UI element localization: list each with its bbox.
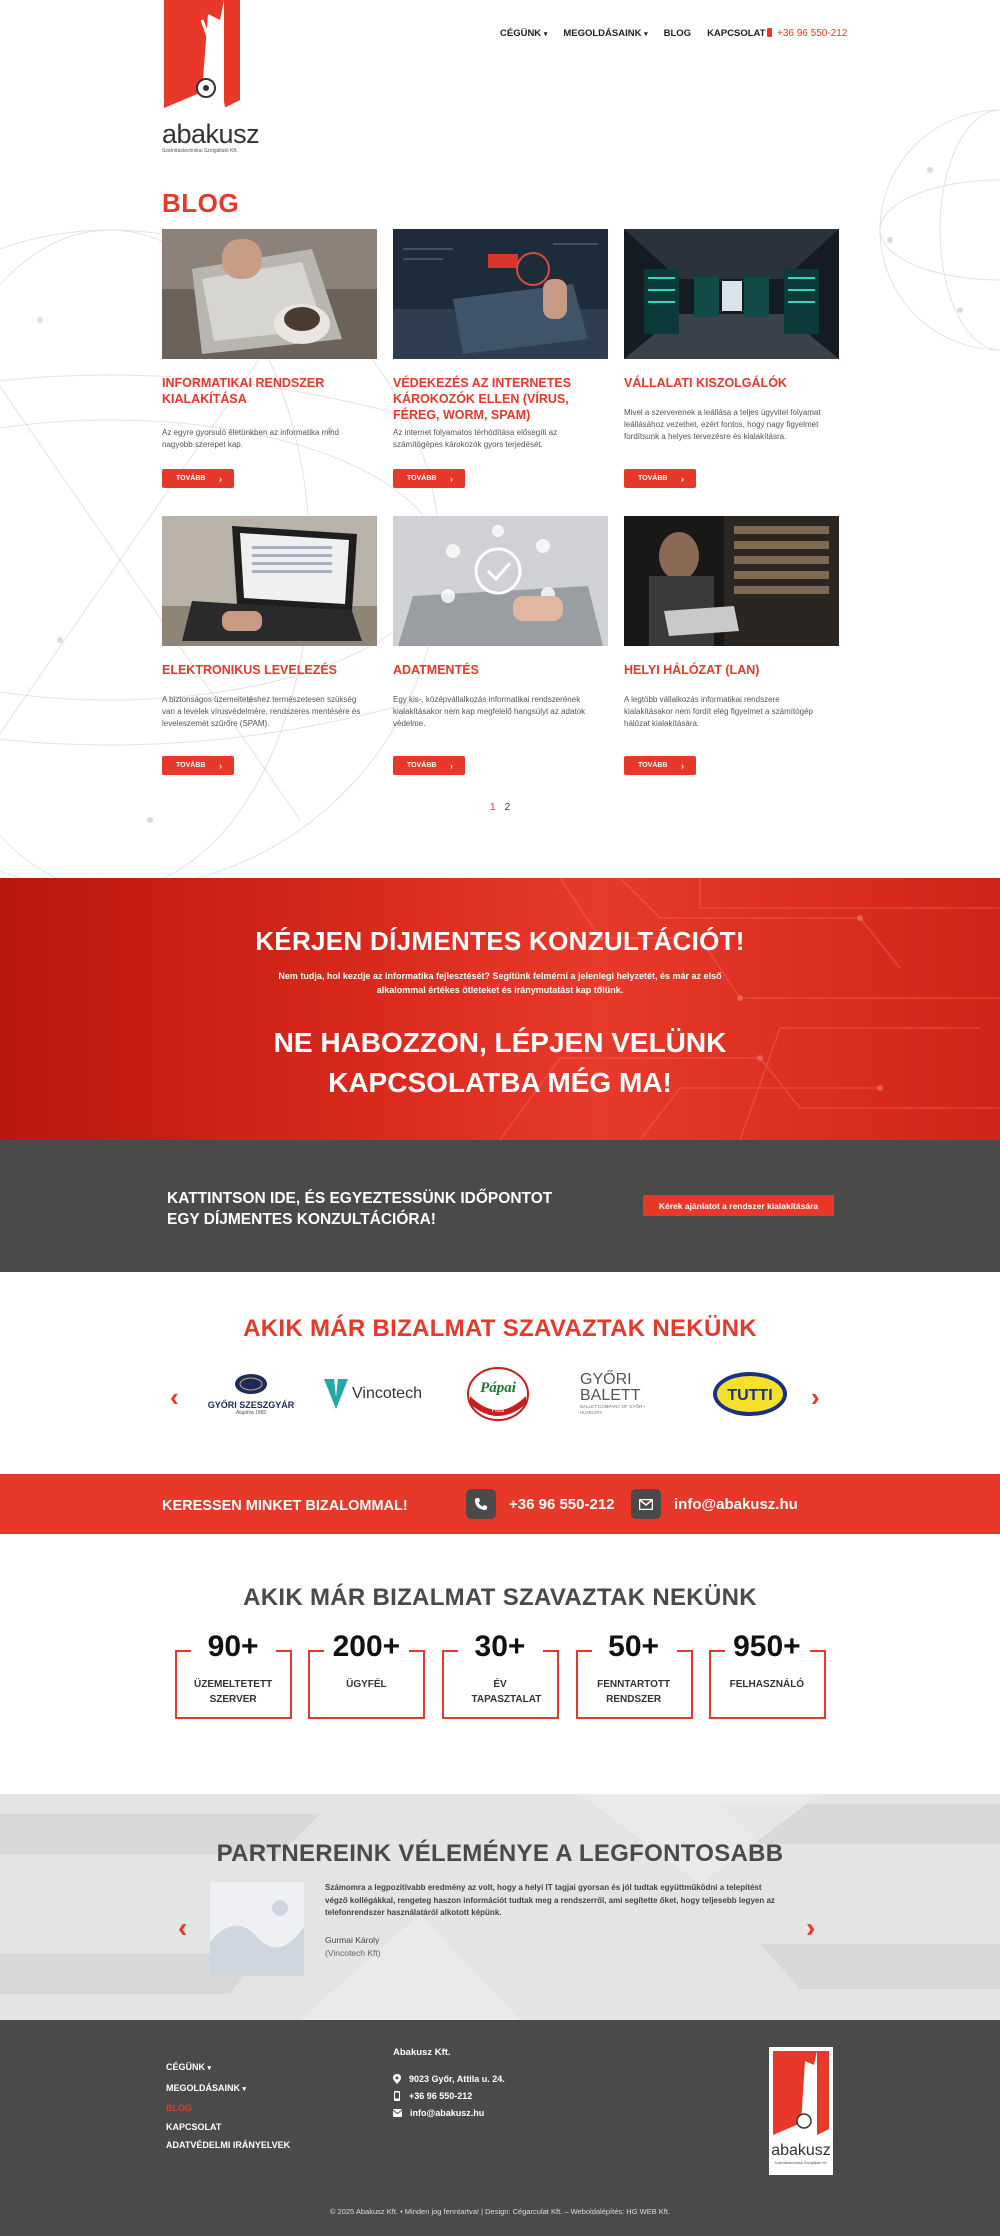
footer-logo[interactable] (769, 2047, 833, 2175)
stat-item (175, 1630, 291, 1719)
header-phone-link[interactable]: +36 96 550-212 (767, 28, 847, 39)
chevron-right-icon: › (219, 760, 222, 771)
blog-card-excerpt: Mivel a szerverenek a leállása a teljes ügyvitel folyamat leállásához vezethet, ezért fontos, hogy nagy figyelmet fordítsunk a helyes tervezésre és kialakításra. (624, 408, 821, 441)
phone-icon (466, 1489, 496, 1519)
stat-item (576, 1630, 692, 1719)
blog-card-title[interactable]: VÉDEKEZÉS AZ INTERNETES KÁROKOZÓK ELLEN (VÍRUS, FÉREG, WORM, SPAM) (393, 376, 572, 422)
blog-card-title[interactable]: INFORMATIKAI RENDSZER KIALAKÍTÁSA (162, 376, 325, 406)
blog-card-title[interactable]: ADATMENTÉS (393, 663, 479, 677)
stat-item (442, 1630, 559, 1719)
blog-card-excerpt: Az internet folyamatos térhódítása elősegíti az számítógépes károkozók gyors terjedését. (393, 428, 558, 449)
nav-item-kapcsolat[interactable]: KAPCSOLAT (707, 28, 766, 39)
pagination (490, 802, 510, 813)
nav-item-cegunk[interactable]: CÉGÜNK ▾ (500, 28, 548, 39)
blog-card-excerpt: A legtöbb vállalkozás informatikai rendszere kialakításakor nem fordít elég figyelmet a számítógép hálózat kialakítására. (624, 695, 813, 728)
chevron-down-icon: ▾ (207, 2065, 212, 2072)
network-rack-photo[interactable] (624, 516, 839, 646)
abakusz-logo[interactable] (162, 0, 260, 154)
testimonials-title: PARTNEREINK VÉLEMÉNYE A LEGFONTOSABB (216, 1840, 784, 1867)
read-more-button[interactable]: TOVÁBB › (162, 756, 234, 775)
logo-wordmark: abakusz (162, 119, 260, 149)
footer-nav-blog[interactable]: BLOG (166, 2103, 192, 2113)
client-logo-papai-hus (465, 1364, 531, 1424)
testimonial-company: (Vincotech Kft) (325, 1948, 381, 1958)
blog-card-title[interactable]: VÁLLALATI KISZOLGÁLÓK (624, 376, 787, 390)
read-more-button[interactable]: TOVÁBB › (624, 756, 696, 775)
stat-label: ÜGYFÉL (346, 1679, 387, 1690)
mobile-phone-icon (393, 2091, 401, 2101)
contact-lead-text: KERESSEN MINKET BIZALOMMAL! (162, 1498, 408, 1514)
data-backup-photo[interactable] (393, 516, 608, 646)
chevron-down-icon: ▾ (543, 31, 548, 38)
read-more-button[interactable]: TOVÁBB › (393, 756, 465, 775)
stat-item (308, 1630, 424, 1719)
chevron-right-icon: › (219, 473, 222, 484)
svg-text:Pápai: Pápai (480, 1380, 516, 1396)
blog-card (393, 516, 608, 803)
stat-value: 30+ (474, 1630, 526, 1663)
blog-card-excerpt: Egy kis-, középvállalkozás informatikai rendszerének kialakításakor nem kap megfelelő hangsúlyt az adatok védelme. (393, 695, 586, 728)
nav-item-megoldasaink[interactable]: MEGOLDÁSAINK ▾ (563, 28, 648, 39)
footer-email[interactable]: info@abakusz.hu (393, 2108, 484, 2118)
testimonial-author: Gurmai Károly (325, 1935, 380, 1945)
blog-card (162, 229, 377, 516)
blog-card-title[interactable]: ELEKTRONIKUS LEVELEZÉS (162, 663, 338, 677)
clients-title: AKIK MÁR BIZALMAT SZAVAZTAK NEKÜNK (243, 1315, 757, 1342)
copyright-text: © 2025 Abakusz Kft. • Minden jog fenntartva! | Design: Cégarculat Kft. – Weboldalépítés: HG WEB Kft. (329, 2207, 671, 2216)
contact-us-heading: NE HABOZZON, LÉPJEN VELÜNK KAPCSOLATBA MÉG MA! (273, 1027, 727, 1098)
chevron-down-icon: ▾ (242, 2085, 247, 2093)
contact-bar (0, 1474, 1000, 1534)
chevron-right-icon: › (450, 760, 453, 771)
footer-address: 9023 Győr, Attila u. 24. (393, 2074, 505, 2084)
stat-value: 90+ (207, 1630, 259, 1663)
carousel-prev-icon[interactable]: ‹ (170, 1382, 179, 1412)
footer-nav (166, 2058, 290, 2155)
map-pin-icon (393, 2074, 401, 2084)
stat-value: 950+ (733, 1630, 801, 1663)
stat-label: ÜZEMELTETETT SZERVER (194, 1679, 273, 1705)
client-logo-vincotech: Vincotech (313, 1364, 433, 1424)
spam-shield-photo[interactable] (393, 229, 608, 359)
testimonial-prev-icon[interactable]: ‹ (178, 1912, 188, 1943)
stats-title: AKIK MÁR BIZALMAT SZAVAZTAK NEKÜNK (243, 1584, 757, 1611)
svg-text:Számítástechnikai Szolgáltató: Számítástechnikai Szolgáltató Kft. (774, 2161, 828, 2165)
footer-nav-megoldasaink[interactable]: MEGOLDÁSAINK ▾ (166, 2082, 247, 2093)
blog-card (624, 516, 839, 803)
site-header (0, 0, 1000, 180)
footer-phone[interactable]: +36 96 550-212 (393, 2091, 472, 2101)
page-link[interactable]: 2 (504, 802, 511, 813)
stat-label: FENNTARTOTT RENDSZER (597, 1679, 671, 1705)
read-more-button[interactable]: TOVÁBB › (162, 469, 234, 488)
footer-nav-privacy[interactable]: ADATVÉDELMI IRÁNYELVEK (166, 2140, 291, 2150)
chevron-right-icon: › (681, 473, 684, 484)
main-nav (500, 28, 765, 39)
blog-card (624, 229, 839, 516)
testimonial-quote: Számomra a legpozitívabb eredmény az volt, hogy a helyi IT tagjai gyorsan és jól tudtak együttműködni a telepítést végző kollégákkal, rengeteg haszon információt tudtak meg a rendszerről, ami segítette őket, hogy teljesebb legyen az telefonrendszer használatáról alkotott képünk. (325, 1883, 775, 1917)
request-offer-button[interactable]: Kérek ajánlatot a rendszer kialakítására (643, 1195, 834, 1216)
nav-item-blog[interactable]: BLOG (663, 28, 692, 39)
consultation-text: Nem tudja, hol kezdje az informatika fejlesztését? Segítünk felmérni a jelenlegi helyzetét, és már az első alkalommal értékes ötleteket és iránymutatást kap tőlünk. (278, 971, 722, 995)
stats-row (175, 1630, 825, 1719)
contact-email-link[interactable]: info@abakusz.hu (631, 1489, 798, 1519)
laptop-email-photo[interactable] (162, 516, 377, 646)
server-room-photo[interactable] (624, 229, 839, 359)
appointment-banner (0, 1140, 1000, 1272)
testimonials-section (0, 1794, 1000, 2020)
blog-card (393, 229, 608, 516)
blog-card-grid (162, 229, 839, 803)
page-link-current[interactable]: 1 (490, 802, 496, 813)
svg-text:Hús: Hús (491, 1407, 505, 1414)
chevron-right-icon: › (450, 473, 453, 484)
phone-icon (767, 28, 772, 37)
svg-text:TUTTI: TUTTI (727, 1387, 773, 1404)
chevron-right-icon: › (681, 760, 684, 771)
stat-label: FELHASZNÁLÓ (729, 1679, 805, 1690)
logo-tagline: Számítástechnikai Szolgáltató Kft. (162, 148, 238, 154)
client-logo-gyori-szeszgyar: GYŐRI SZESZGYÁR Alapítva 1882 (196, 1364, 306, 1424)
site-footer (0, 2020, 1000, 2236)
envelope-icon (631, 1489, 661, 1519)
blog-card (162, 516, 377, 803)
footer-company-name: Abakusz Kft. (393, 2047, 451, 2058)
client-logo-gyori-balett: GYŐRI BALETT BALLET COMPANY OF GYŐR • HUNGARY (580, 1371, 646, 1415)
laptop-coffee-photo[interactable] (162, 229, 377, 359)
consultation-heading: KÉRJEN DÍJMENTES KONZULTÁCIÓT! (255, 926, 745, 956)
blog-card-title[interactable]: HELYI HÁLÓZAT (LAN) (624, 663, 760, 677)
envelope-icon (393, 2109, 402, 2117)
svg-text:abakusz: abakusz (771, 2142, 831, 2159)
client-logo-carousel (160, 1360, 840, 1430)
appointment-text[interactable]: KATTINTSON IDE, ÉS EGYEZTESSÜNK IDŐPONTOT EGY DÍJMENTES KONZULTÁCIÓRA! (167, 1190, 553, 1228)
blog-card-excerpt: A biztonságos üzemeltetéshez természetesen szükség van a levelek vírusvédelmére, rendszeres mentésére és leveleszemét szűrőre (SPAM). (162, 695, 361, 728)
consultation-banner (0, 878, 1000, 1140)
contact-phone-link[interactable]: +36 96 550-212 (466, 1489, 615, 1519)
testimonial-next-icon[interactable]: › (806, 1912, 816, 1943)
stat-item (709, 1630, 825, 1719)
stat-value: 200+ (332, 1630, 401, 1663)
client-logo-tutti (710, 1364, 790, 1424)
stat-value: 50+ (608, 1630, 660, 1663)
abakusz-logo-mark (162, 0, 242, 118)
page-title: BLOG (162, 188, 240, 218)
read-more-button[interactable]: TOVÁBB › (393, 469, 465, 488)
footer-nav-kapcsolat[interactable]: KAPCSOLAT (166, 2121, 222, 2132)
footer-nav-cegunk[interactable]: CÉGÜNK ▾ (166, 2062, 212, 2072)
blog-card-excerpt: Az egyre gyorsuló életünkben az informatika mind nagyobb szerepet kap. (162, 428, 339, 449)
testimonial-avatar-placeholder (210, 1882, 304, 1976)
stat-label: ÉV TAPASZTALAT (471, 1679, 542, 1705)
carousel-next-icon[interactable]: › (811, 1382, 820, 1412)
chevron-down-icon: ▾ (644, 31, 648, 38)
read-more-button[interactable]: TOVÁBB › (624, 469, 696, 488)
